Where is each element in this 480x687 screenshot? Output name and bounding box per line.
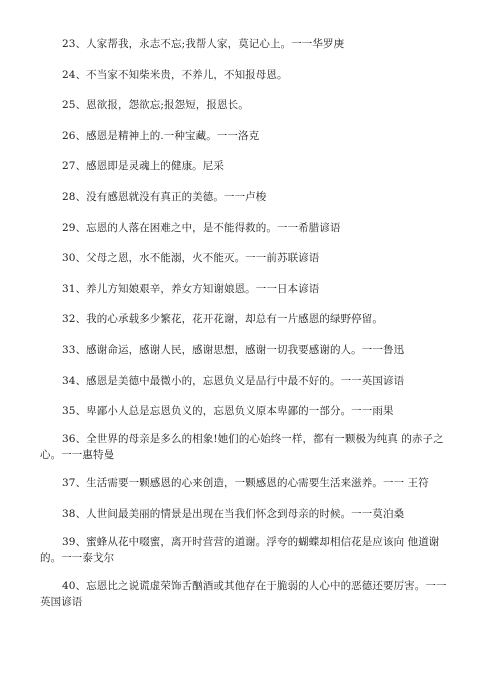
quote-number: 35	[62, 405, 76, 418]
quote-text: 蜜蜂从花中啜蜜，离开时营营的道谢。浮夸的蝴蝶却相信花是应该向 他道谢的。一一泰戈尔	[40, 535, 440, 564]
quote-number: 30	[62, 252, 76, 265]
quote-separator: 、	[75, 374, 87, 387]
quote-separator: 、	[75, 221, 87, 234]
quote-number: 23	[62, 38, 76, 50]
quote-number: 37	[62, 477, 76, 490]
quote-number: 24	[62, 68, 76, 81]
quote-number: 36	[62, 433, 76, 446]
quote-text: 父母之恩，水不能溺，火不能灭。一一前苏联谚语	[86, 252, 320, 265]
quote-number: 31	[62, 282, 76, 295]
quote-text: 卑鄙小人总是忘恩负义的，忘恩负义原本卑鄙的一部分。一一雨果	[86, 405, 394, 418]
quote-number: 34	[62, 374, 76, 387]
quote-item	[40, 403, 450, 419]
quote-text: 全世界的母亲是多么的相象!她们的心始终一样，都有一颗极为纯真 的赤子之心。一一惠特曼	[40, 433, 444, 462]
quote-item	[40, 578, 450, 610]
quote-text: 感谢命运，感谢人民，感谢思想，感谢一切我要感谢的人。一一鲁迅	[86, 343, 405, 356]
quote-item	[40, 67, 450, 83]
quote-separator: 、	[75, 579, 87, 592]
quote-separator: 、	[75, 160, 87, 173]
quote-number: 29	[62, 221, 76, 234]
quote-item	[40, 36, 450, 52]
quote-separator: 、	[75, 99, 87, 112]
quote-separator: 、	[75, 405, 87, 418]
quote-text: 忘恩的人落在困难之中，是不能得救的。一一希腊谚语	[86, 221, 341, 234]
quote-item	[40, 220, 450, 236]
quote-item	[40, 534, 450, 566]
quote-separator: 、	[75, 252, 87, 265]
quote-item	[40, 506, 450, 522]
quote-text: 人世间最美丽的情景是出现在当我们怀念到母亲的时候。一一莫泊桑	[86, 507, 405, 520]
quote-list	[40, 36, 450, 610]
quote-text: 养儿方知娘艰辛，养女方知谢娘恩。一一日本谚语	[86, 282, 320, 295]
quote-text: 感恩即是灵魂上的健康。尼采	[86, 160, 224, 173]
quote-separator: 、	[75, 190, 87, 203]
quote-number: 40	[62, 579, 76, 592]
quote-separator: 、	[75, 477, 87, 490]
quote-separator: 、	[75, 68, 87, 81]
quote-text: 人家帮我，永志不忘;我帮人家，莫记心上。一一华罗庚	[86, 38, 345, 50]
quote-text: 感恩是精神上的.一种宝藏。一一洛克	[86, 129, 260, 142]
quote-number: 38	[62, 507, 76, 520]
quote-item	[40, 97, 450, 113]
quote-number: 27	[62, 160, 76, 173]
quote-separator: 、	[75, 507, 87, 520]
quote-number: 32	[62, 313, 76, 326]
quote-separator: 、	[75, 343, 87, 356]
quote-separator: 、	[75, 433, 87, 446]
quote-item	[40, 158, 450, 174]
quote-item	[40, 311, 450, 327]
quote-text: 没有感恩就没有真正的美德。一一卢梭	[86, 190, 267, 203]
quote-number: 33	[62, 343, 76, 356]
quote-item	[40, 475, 450, 491]
quote-separator: 、	[75, 282, 87, 295]
quote-item	[40, 373, 450, 389]
quote-item	[40, 342, 450, 358]
quote-text: 不当家不知柴米贵，不养儿，不知报母恩。	[86, 68, 288, 81]
quote-item	[40, 281, 450, 297]
quote-number: 26	[62, 129, 76, 142]
quote-text: 恩欲报，怨欲忘;报怨短，报恩长。	[86, 99, 249, 112]
quote-item	[40, 128, 450, 144]
quote-separator: 、	[75, 38, 87, 50]
quote-text: 生活需要一颗感恩的心来创造，一颗感恩的心需要生活来滋养。一一 王符	[86, 477, 429, 490]
quote-number: 28	[62, 190, 76, 203]
quote-text: 感恩是美德中最微小的，忘恩负义是品行中最不好的。一一英国谚语	[86, 374, 405, 387]
quote-number: 39	[62, 535, 76, 548]
quote-item	[40, 431, 450, 463]
quote-item	[40, 250, 450, 266]
quote-text: 我的心承载多少繁花，花开花谢，却总有一片感恩的绿野停留。	[86, 313, 383, 326]
quote-separator: 、	[75, 313, 87, 326]
quote-separator: 、	[75, 129, 87, 142]
quote-separator: 、	[75, 535, 87, 548]
quote-text: 忘恩比之说谎虚荣饰舌酗酒或其他存在于脆弱的人心中的恶德还要厉害。一一英国谚语	[40, 579, 447, 608]
quote-number: 25	[62, 99, 76, 112]
quote-item	[40, 189, 450, 205]
